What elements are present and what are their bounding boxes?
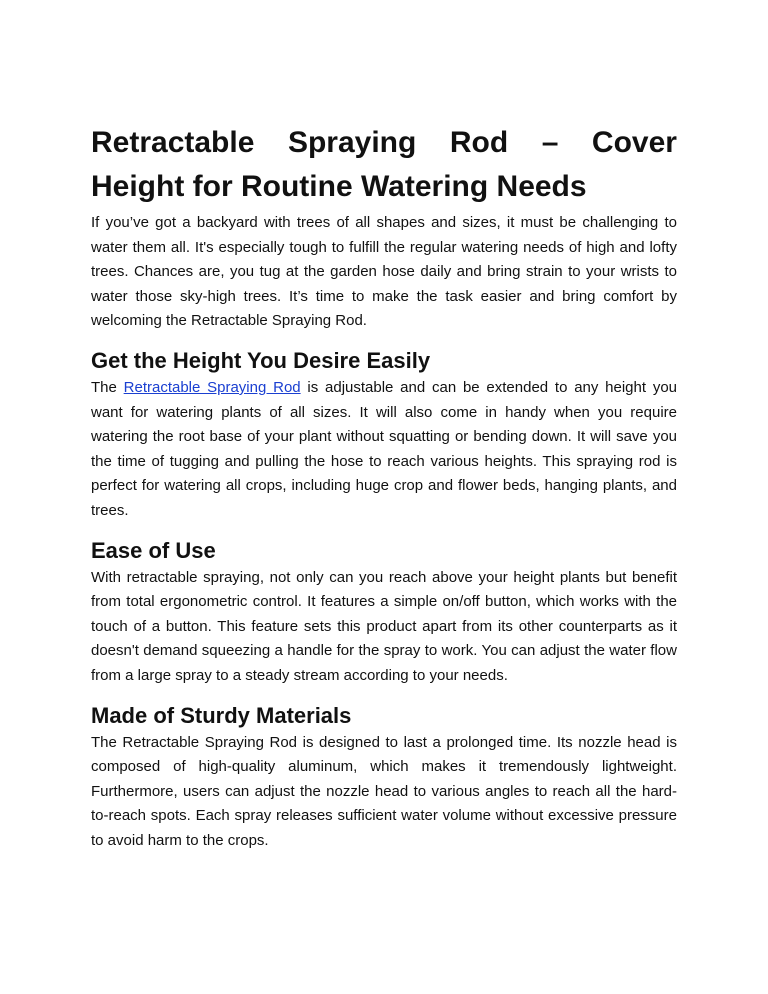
title-word: Cover [591, 126, 677, 159]
paragraph-lead: The [91, 378, 124, 396]
title-word: Rod [449, 126, 509, 159]
section-paragraph-materials: The Retractable Spraying Rod is designed to last a prolonged time. Its nozzle head is composed of high-quality aluminum, which makes it tremendously lightweight. Furthermore, users can adjust the nozzle head to various angles to reach all the hard-to-reach spots. Each spray releases sufficient water volume without excessive pressure to avoid harm to the crops. [91, 733, 677, 849]
paragraph-body: is adjustable and can be extended to any height you want for watering plants of all sizes. It will also come in handy when you require watering the root base of your plant without squatting or bending down. It will save you the time of tugging and pulling the hose to reach various heights. This spraying rod is perfect for watering all crops, including huge crop and flower beds, hanging plants, and trees. [91, 378, 678, 519]
title-word: – [541, 126, 559, 159]
product-link[interactable]: Retractable Spraying Rod [123, 378, 301, 396]
section-heading-materials: Made of Sturdy Materials [91, 702, 352, 728]
intro-paragraph: If you’ve got a backyard with trees of all shapes and sizes, it must be challenging to water them all. It's especially tough to fulfill the regular watering needs of high and lofty trees. Chances are, you tug at the garden hose daily and bring strain to your wrists to water those sky-high trees. It’s time to make the task easier and bring comfort by welcoming the Retractable Spraying Rod. [91, 214, 677, 330]
section-paragraph-ease: With retractable spraying, not only can you reach above your height plants but benefit from total ergonometric control. It features a simple on/off button, which works with the touch of a button. This feature sets this product apart from its other counterparts as it doesn't demand squeezing a handle for the spray to work. You can adjust the water flow from a large spray to a steady stream according to your needs. [91, 568, 677, 684]
section-paragraph-height [91, 376, 677, 524]
document-page [91, 121, 677, 853]
section-heading-height: Get the Height You Desire Easily [91, 347, 431, 373]
title-word: Spraying [287, 126, 417, 159]
title-word: Retractable [91, 126, 255, 159]
title-line-1 [91, 121, 677, 165]
page-title [91, 121, 677, 209]
spacer [91, 334, 677, 346]
title-line-2: Height for Routine Watering Needs [91, 170, 587, 203]
section-heading-ease: Ease of Use [91, 537, 216, 563]
spacer [91, 689, 677, 701]
spacer [91, 524, 677, 536]
